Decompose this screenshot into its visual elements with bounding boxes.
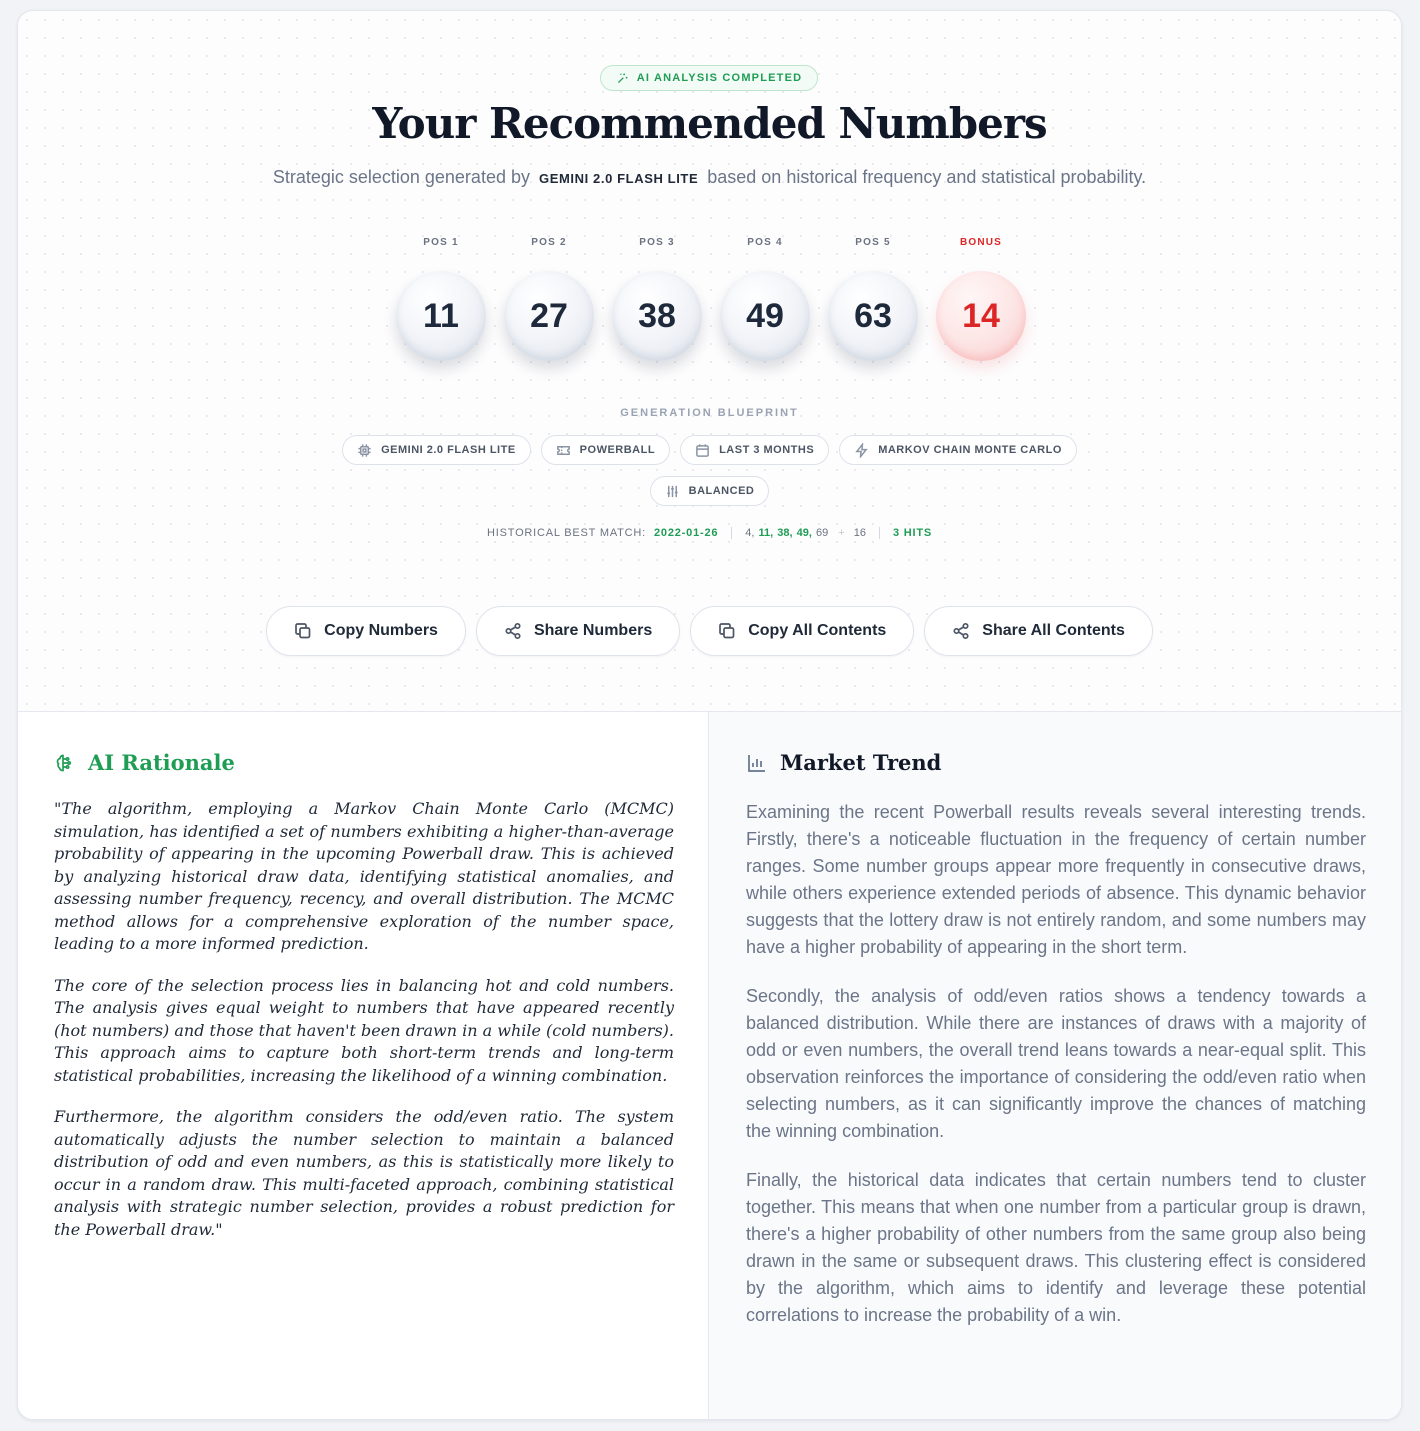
trend-body (746, 799, 1366, 1351)
share-all-contents-button[interactable] (924, 606, 1153, 656)
trend-paragraph: Examining the recent Powerball results reveals several interesting trends. Firstly, there's a noticeable fluctuation in the frequency of certain number ranges. Some number groups appear more frequently in consecutive draws, while others experience extended periods of absence. This dynamic behavior suggests that the lottery draw is not entirely random, and some numbers may have a higher probability of appearing in the short term. (746, 802, 1366, 957)
number-balls (395, 237, 1027, 367)
ai-rationale-panel (18, 712, 709, 1419)
history-bonus: 16 (853, 527, 866, 539)
calendar-icon (695, 443, 710, 458)
history-number-hit: 49, (796, 527, 812, 539)
rationale-paragraph: "The algorithm, employing a Markov Chain Monte Carlo (MCMC) simulation, has identified a set of numbers exhibiting a higher-than-average probability of appearing in the upcoming Powerball draw. This is achieved by analyzing historical draw data, identifying statistical anomalies, and assessing number frequency, recency, and overall distribution. The MCMC method allows for a comprehensive exploration of the number space, leading to a more informed prediction. (54, 799, 674, 953)
button-label: Share All Contents (982, 622, 1125, 639)
chip-label: POWERBALL (579, 444, 656, 456)
copy-all-contents-button[interactable] (690, 606, 914, 656)
ball-label: POS 3 (639, 237, 675, 248)
chip-range (680, 435, 829, 465)
trend-paragraph: Finally, the historical data indicates that certain numbers tend to cluster together. This means that when one number from a particular group is drawn, there's a higher probability of other numbers from the same group also being drawn in the same or subsequent draws. This clustering effect is considered by the algorithm, which aims to identify and leverage these potential correlations to increase the probability of a win. (746, 1170, 1366, 1325)
share-icon (504, 622, 522, 640)
sparkle-wand-icon (616, 72, 629, 85)
chip-game (541, 435, 670, 465)
button-label: Share Numbers (533, 622, 653, 639)
analysis-status-badge (600, 65, 818, 91)
bonus-label: BONUS (959, 237, 1003, 248)
chip-label: GEMINI 2.0 FLASH LITE (381, 444, 516, 456)
results-hero (18, 11, 1401, 712)
copy-icon (718, 622, 736, 640)
number-ball: 11 (396, 271, 486, 361)
history-number-hit: 38, (777, 527, 793, 539)
ball-bonus (935, 237, 1027, 361)
ball-pos-2 (503, 237, 595, 361)
history-number: 4, (745, 527, 755, 539)
plus-sign: + (838, 527, 845, 539)
history-label: HISTORICAL BEST MATCH: (487, 527, 647, 539)
ball-label: POS 2 (531, 237, 567, 248)
sliders-icon (665, 484, 680, 499)
history-number-hit: 11, (758, 527, 774, 539)
chip-method (839, 435, 1077, 465)
lightning-icon (854, 443, 869, 458)
chip-label: MARKOV CHAIN MONTE CARLO (878, 444, 1062, 456)
ball-label: POS 5 (855, 237, 891, 248)
rationale-paragraph: The core of the selection process lies in balancing hot and cold numbers. The analysis gives equal weight to numbers that have appeared recently (hot numbers) and those that haven't been drawn in a while (cold numbers). This approach aims to capture both short-term trends and long-term statistical probabilities, increasing the likelihood of a winning combination. (54, 975, 675, 1085)
bonus-ball: 14 (936, 271, 1026, 361)
rationale-heading (54, 750, 235, 775)
copy-icon (294, 622, 312, 640)
page-subtitle (18, 167, 1401, 188)
rationale-body (54, 798, 674, 1260)
blueprint-chips (18, 435, 1401, 465)
page-title: Your Recommended Numbers (372, 99, 1047, 148)
cpu-chip-icon (357, 443, 372, 458)
number-ball: 27 (504, 271, 594, 361)
number-ball: 38 (612, 271, 702, 361)
ball-pos-1 (395, 237, 487, 361)
subtitle-suffix: based on historical frequency and statistical probability. (707, 167, 1147, 187)
subtitle-prefix: Strategic selection generated by (272, 167, 530, 187)
copy-numbers-button[interactable] (266, 606, 466, 656)
rationale-paragraph: Furthermore, the algorithm considers the odd/even ratio. The system automatically adjusts the number selection to maintain a balanced distribution of odd and even numbers, as this is statistically more likely to occur in a random draw. This multi-faceted approach, combining statistical analysis with strategic number selection, provides a robust prediction for the Powerball draw." (54, 1107, 674, 1239)
blueprint-chips-row-2 (18, 476, 1401, 506)
brain-icon (54, 752, 76, 774)
share-numbers-button[interactable] (476, 606, 680, 656)
results-card (17, 10, 1402, 1420)
divider (879, 527, 880, 539)
ball-pos-4 (719, 237, 811, 361)
trend-title: Market Trend (780, 750, 942, 775)
share-icon (952, 622, 970, 640)
ticket-icon (556, 443, 571, 458)
ball-pos-3 (611, 237, 703, 361)
badge-text: AI ANALYSIS COMPLETED (636, 72, 803, 84)
trend-heading (746, 750, 941, 775)
chip-model (342, 435, 531, 465)
history-date: 2022-01-26 (654, 527, 719, 539)
history-hits: 3 HITS (892, 527, 932, 539)
chip-label: LAST 3 MONTHS (719, 444, 815, 456)
ball-label: POS 1 (423, 237, 459, 248)
rationale-title: AI Rationale (88, 750, 235, 775)
bar-chart-icon (746, 752, 768, 774)
action-buttons (18, 606, 1401, 656)
button-label: Copy Numbers (324, 622, 438, 639)
subtitle-model: GEMINI 2.0 FLASH LITE (539, 171, 699, 186)
chip-label: BALANCED (688, 485, 755, 497)
chip-strategy (650, 476, 770, 506)
trend-paragraph: Secondly, the analysis of odd/even ratios shows a tendency towards a balanced distribution. While there are instances of draws with a majority of odd or even numbers, the overall trend leans towards a near-equal split. This observation reinforces the importance of considering the odd/even ratio when selecting numbers, as it can significantly improve the chances of matching the winning combination. (746, 986, 1366, 1141)
blueprint-label: GENERATION BLUEPRINT (620, 407, 799, 419)
market-trend-panel (709, 712, 1401, 1419)
divider (731, 527, 732, 539)
number-ball: 49 (720, 271, 810, 361)
historical-best-match (18, 527, 1401, 539)
ball-label: POS 4 (747, 237, 783, 248)
history-number: 69 (816, 527, 829, 539)
ball-pos-5 (827, 237, 919, 361)
button-label: Copy All Contents (748, 622, 887, 639)
number-ball: 63 (828, 271, 918, 361)
